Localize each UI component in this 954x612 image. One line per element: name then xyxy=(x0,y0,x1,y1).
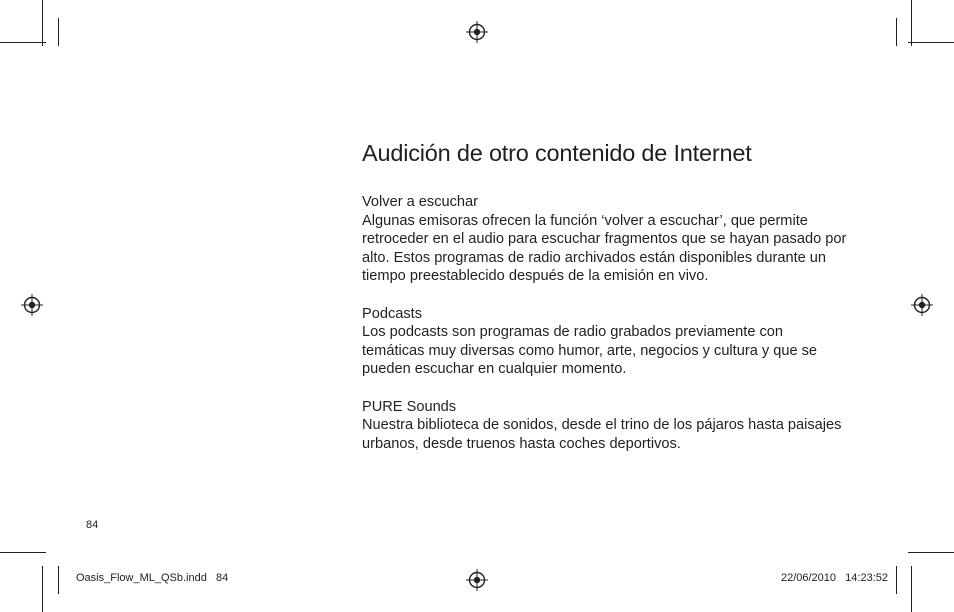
section-pure-sounds xyxy=(362,398,848,454)
content-body xyxy=(362,193,848,472)
crop-mark xyxy=(42,566,43,612)
section-body: Los podcasts son programas de radio grabados previamente con temáticas muy diversas como humor, arte, negocios y cultura y que se pueden escuchar en cualquier momento. xyxy=(362,324,818,378)
crop-mark xyxy=(42,0,43,46)
crop-mark xyxy=(896,566,897,594)
registration-target-icon xyxy=(466,569,488,591)
section-body: Algunas emisoras ofrecen la función ‘volver a escuchar’, que permite retroceder en el audio para escuchar fragmentos que se hayan pasado por alto. Estos programas de radio archivados están disponibles durante un tiempo preestablecido después de la emisión en vivo. xyxy=(362,212,847,285)
crop-mark xyxy=(58,18,59,46)
section-volver-a-escuchar xyxy=(362,193,848,286)
crop-mark xyxy=(911,0,912,46)
crop-mark xyxy=(58,566,59,594)
registration-target-icon xyxy=(21,294,43,316)
section-body: Nuestra biblioteca de sonidos, desde el trino de los pájaros hasta paisajes urbanos, desde truenos hasta coches deportivos. xyxy=(362,417,842,452)
section-heading: PURE Sounds xyxy=(362,398,457,415)
slug-filename: Oasis_Flow_ML_QSb.indd 84 xyxy=(76,572,229,584)
crop-mark xyxy=(911,566,912,612)
slug-datetime: 22/06/2010 14:23:52 xyxy=(780,572,888,584)
crop-mark xyxy=(0,552,46,553)
page-number: 84 xyxy=(86,519,99,531)
registration-target-icon xyxy=(911,294,933,316)
crop-mark xyxy=(908,42,954,43)
crop-mark xyxy=(0,42,46,43)
page-title: Audición de otro contenido de Internet xyxy=(362,140,752,166)
section-podcasts xyxy=(362,305,848,379)
crop-mark xyxy=(896,18,897,46)
section-heading: Volver a escuchar xyxy=(362,194,479,210)
registration-target-icon xyxy=(466,21,488,43)
section-heading: Podcasts xyxy=(362,305,423,322)
crop-mark xyxy=(908,552,954,553)
